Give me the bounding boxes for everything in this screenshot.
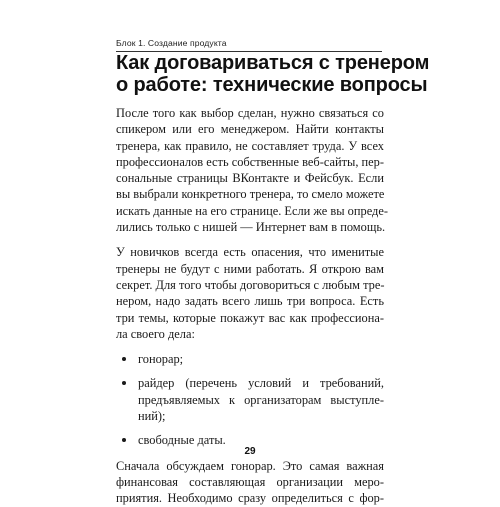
- text-line: тренера, как правило, не составляет труда. У всех: [116, 138, 384, 153]
- text-line: сональные страницы ВКонтакте и Фейсбук. Если: [116, 171, 384, 186]
- text-line: финансовая составляющая организации меро-: [116, 474, 384, 489]
- bullet-icon: [122, 381, 126, 385]
- bullet-icon: [122, 357, 126, 361]
- text-line: Сначала обсуждаем гонорар. Это самая важная: [116, 458, 384, 473]
- text-line: три темы, которые покажут вас как профессиона-: [116, 310, 384, 325]
- text-line: ла своего дела:: [116, 326, 195, 341]
- text-line: профессионалов есть собственные веб-сайты, пер-: [116, 154, 384, 169]
- list-item-text: ний);: [138, 409, 166, 424]
- text-line: У новичков всегда есть опасения, что именитые: [116, 245, 384, 260]
- text-line: лились только с нишей — Интернет вам в помощь.: [116, 220, 386, 235]
- list-item: [116, 351, 384, 367]
- running-head: Блок 1. Создание продукта: [116, 38, 227, 48]
- text-line: спикером или его менеджером. Найти контакты: [116, 122, 384, 137]
- list-item-text: свободные даты.: [138, 433, 226, 448]
- text-line: После того как выбор сделан, нужно связаться со: [116, 106, 384, 120]
- text-line: вы выбрали конкретного тренера, то смело можете: [116, 187, 385, 202]
- list-item-text: предъявляемых к организаторам выступле-: [138, 392, 384, 407]
- bullet-list: [116, 351, 384, 448]
- text-line: нером, надо задать всего лишь три вопроса. Есть: [116, 294, 384, 309]
- list-item-text: райдер (перечень условий и требований,: [138, 376, 384, 391]
- bullet-icon: [122, 438, 126, 442]
- text-line: тренеры не будут с ними работать. Я открою вам: [116, 261, 384, 276]
- page-number: 29: [244, 446, 256, 457]
- text-line: искать данные на его странице. Если же вы опреде-: [116, 203, 388, 218]
- text-line: секрет. Для того чтобы договориться с любым тре-: [116, 277, 385, 292]
- title-line: Как договариваться с тренером: [116, 52, 430, 74]
- section-title: [116, 52, 430, 96]
- text-line: приятия. Необходимо сразу определиться с фор-: [116, 491, 384, 506]
- paragraph-3: [116, 458, 384, 507]
- list-item: [116, 375, 384, 424]
- list-item-text: гонорар;: [138, 352, 184, 367]
- paragraph-1: [116, 105, 388, 235]
- title-line: о работе: технические вопросы: [116, 74, 428, 96]
- paragraph-2: [116, 244, 384, 342]
